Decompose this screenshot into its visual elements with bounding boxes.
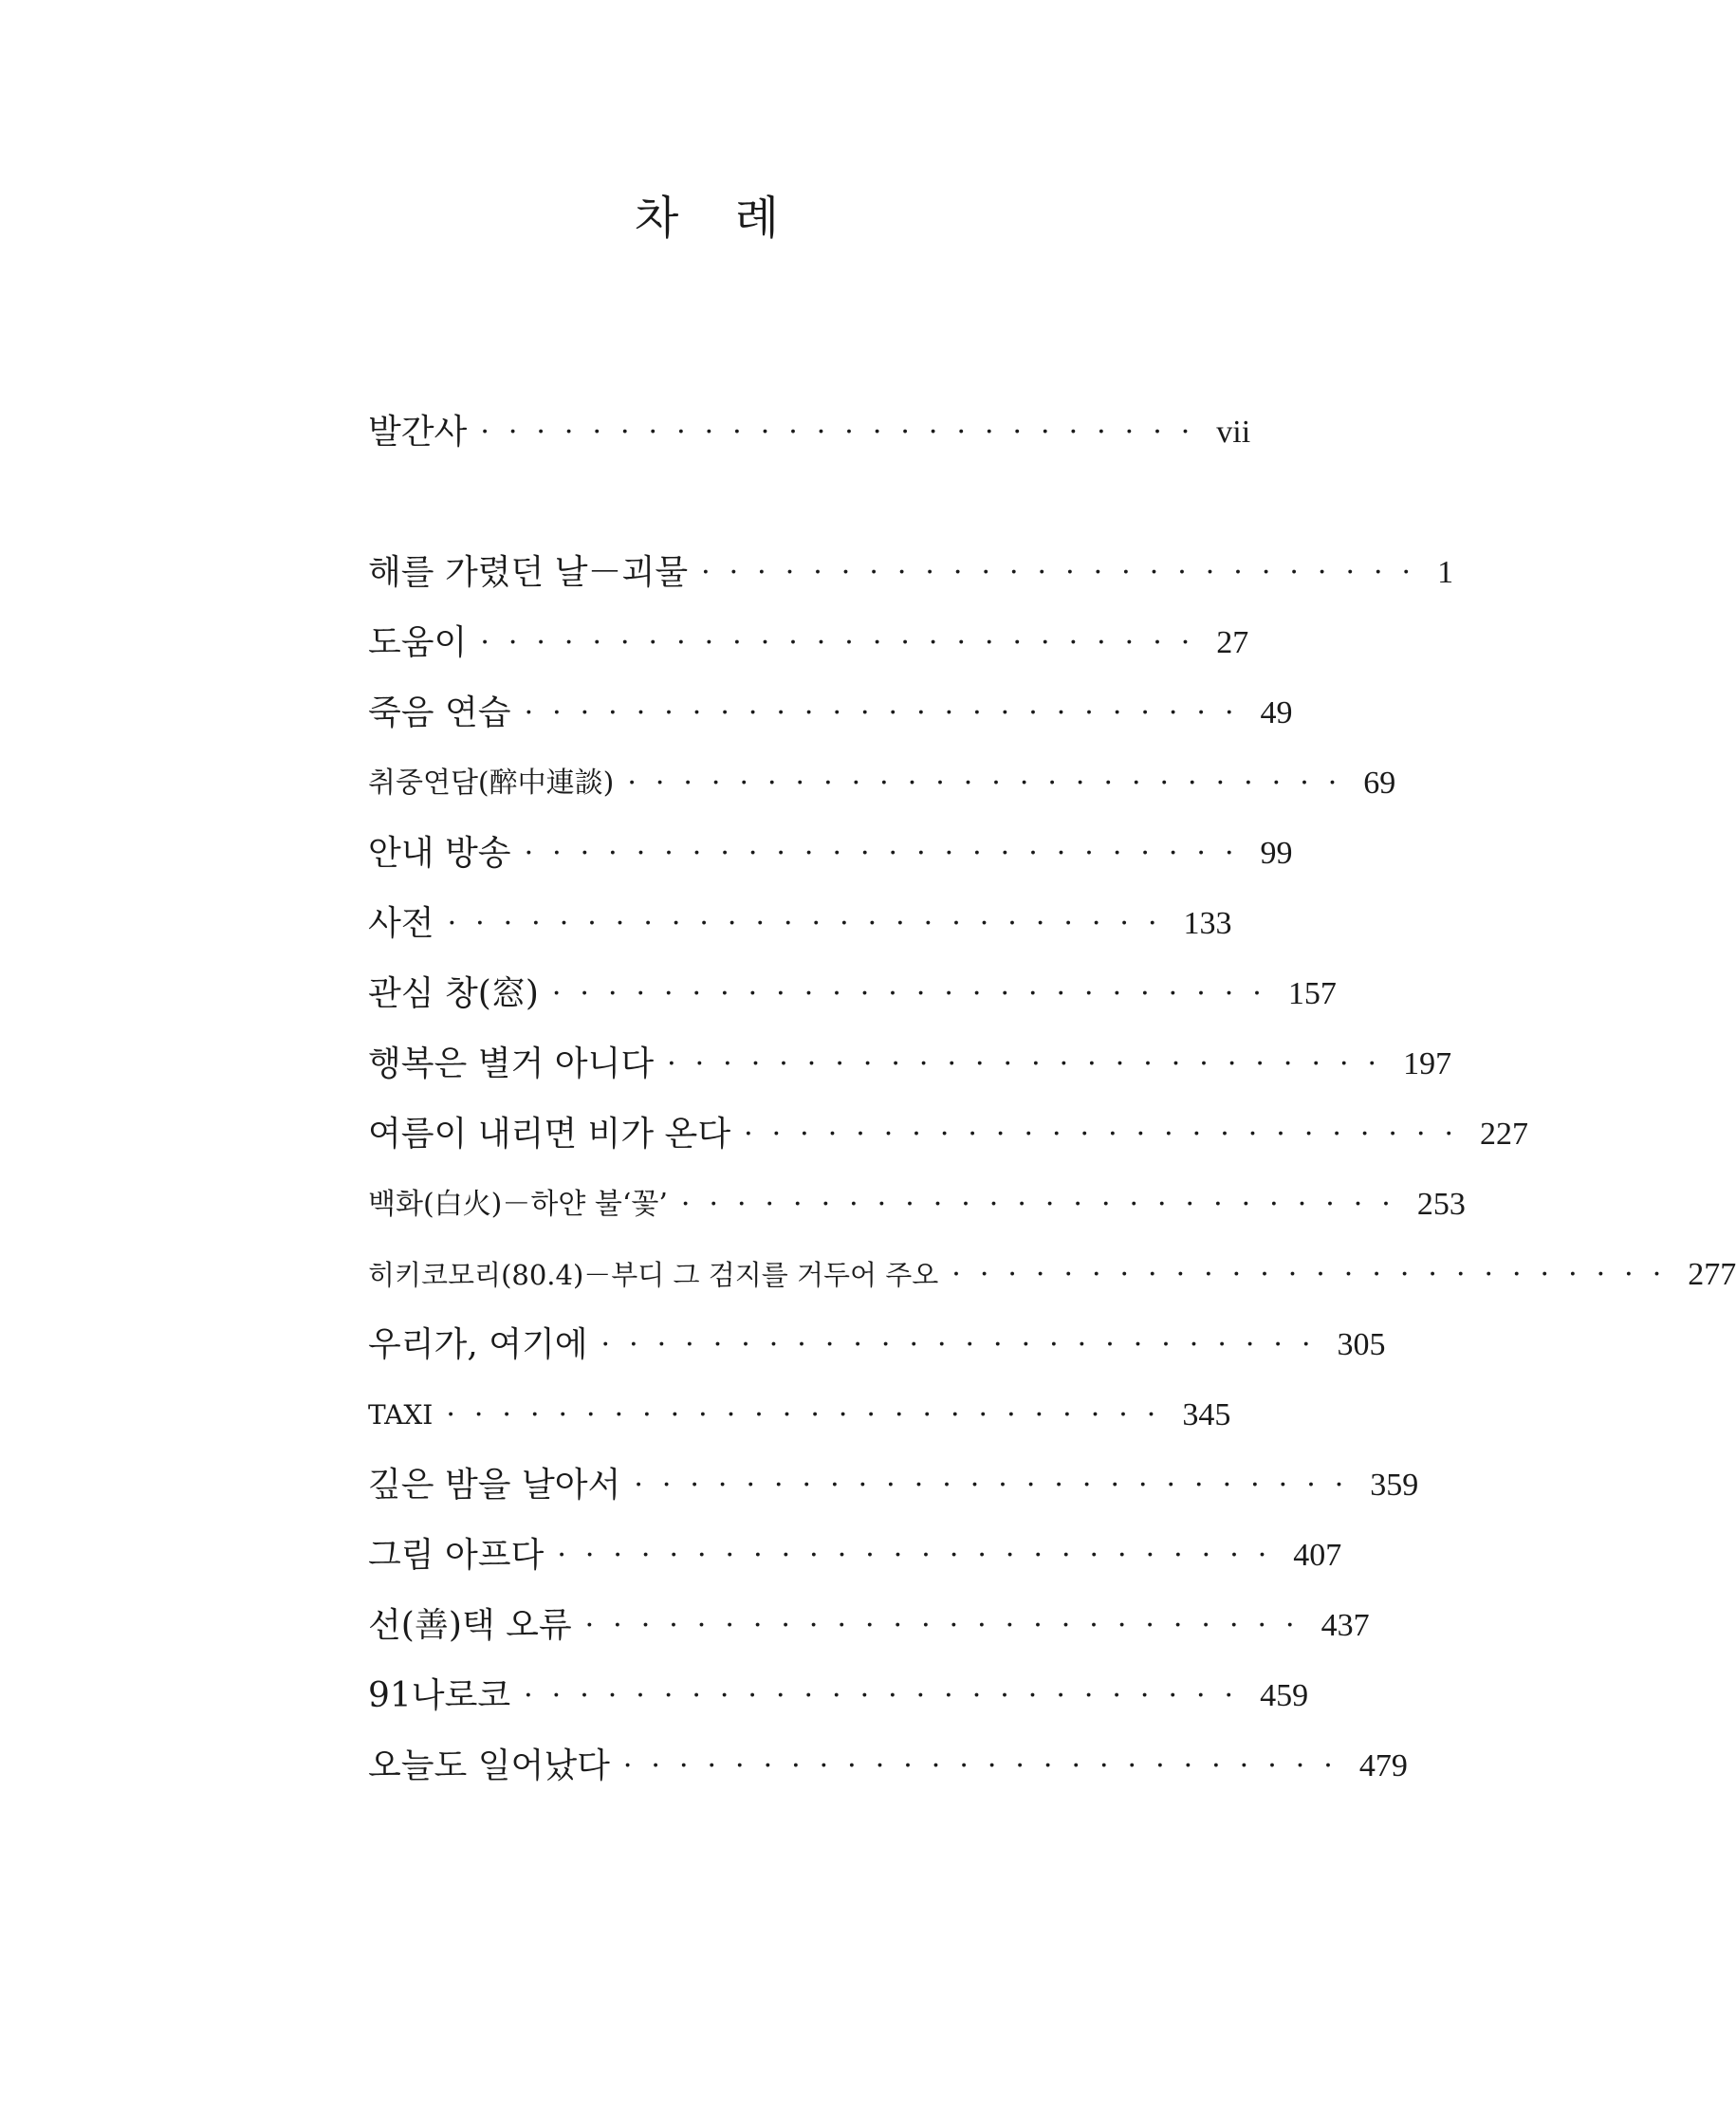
- toc-entry-title: 관심 창(窓): [368, 974, 539, 1013]
- toc-entry[interactable]: [368, 617, 1249, 670]
- toc-entry-page: 49: [1260, 695, 1293, 730]
- toc-entry-title: 안내 방송: [368, 834, 511, 873]
- toc-entry-page: 407: [1293, 1538, 1342, 1573]
- leader-dots: ··························: [524, 1679, 1253, 1712]
- toc-entry-page: 27: [1216, 625, 1249, 660]
- leader-dots: ··························: [622, 1749, 1352, 1783]
- toc-entry-title: 행복은 별거 아니다: [368, 1044, 655, 1083]
- toc-entry[interactable]: [368, 827, 1293, 880]
- leader-dots: ··························: [480, 416, 1210, 449]
- leader-dots: ··························: [584, 1609, 1314, 1642]
- toc-entry-page: 157: [1287, 976, 1337, 1011]
- leader-dots: ··························: [951, 1258, 1681, 1291]
- page-title: 차 례: [635, 192, 800, 245]
- toc-entry[interactable]: [368, 1740, 1408, 1793]
- toc-entry[interactable]: [368, 1599, 1370, 1653]
- toc-entry-page: 69: [1363, 766, 1396, 801]
- toc-entry-title: 오늘도 일어났다: [368, 1746, 610, 1785]
- toc-entry-title: 백화(白火)－하얀 불‘꽃’: [368, 1188, 668, 1221]
- toc-entry-title: 그림 아프다: [368, 1536, 545, 1575]
- toc-entry-title: 취중연담(醉中連談): [368, 767, 615, 800]
- toc-entry[interactable]: [368, 1389, 1231, 1442]
- leader-dots: ··························: [524, 696, 1253, 730]
- leader-dots: ··························: [447, 907, 1176, 940]
- leader-dots: ··························: [557, 1539, 1286, 1572]
- toc-entry-page: 345: [1182, 1397, 1231, 1432]
- toc-entry-page: 305: [1337, 1327, 1386, 1362]
- leader-dots: ··························: [446, 1398, 1175, 1432]
- toc-entry-page: 479: [1358, 1748, 1408, 1783]
- toc-entry[interactable]: [368, 687, 1293, 740]
- leader-dots: ··························: [600, 1328, 1330, 1361]
- toc-entry[interactable]: [368, 1178, 1466, 1231]
- toc-entry-page: 227: [1480, 1117, 1529, 1152]
- leader-dots: ··························: [551, 977, 1281, 1010]
- toc-entry[interactable]: [368, 1670, 1309, 1723]
- toc-entry[interactable]: [368, 757, 1396, 810]
- toc-entry-page: 197: [1403, 1046, 1452, 1081]
- leader-dots: ··························: [627, 767, 1357, 800]
- toc-entry-page: 359: [1370, 1468, 1419, 1503]
- leader-dots: ··························: [667, 1047, 1396, 1081]
- leader-dots: ··························: [634, 1469, 1363, 1502]
- toc-entry[interactable]: [368, 546, 1454, 600]
- leader-dots: ··························: [680, 1188, 1410, 1221]
- toc-entry[interactable]: [368, 1248, 1736, 1302]
- toc-entry[interactable]: [368, 406, 1251, 459]
- toc-entry-title: 여름이 내리면 비가 온다: [368, 1115, 731, 1154]
- leader-dots: ··························: [744, 1118, 1473, 1151]
- toc-entry-page: vii: [1216, 415, 1251, 450]
- toc-entry[interactable]: [368, 1108, 1529, 1161]
- toc-entry[interactable]: [368, 968, 1337, 1021]
- toc-entry-title: TAXI: [368, 1399, 434, 1431]
- toc-entry-title: 해를 가렸던 날－괴물: [368, 553, 689, 592]
- toc-entry-title: 깊은 밤을 날아서: [368, 1466, 621, 1505]
- toc-entry-page: 437: [1320, 1608, 1370, 1643]
- toc-entry[interactable]: [368, 1529, 1342, 1582]
- toc-entry-page: 277: [1688, 1257, 1736, 1292]
- toc-entry-title: 히키코모리(80.4)－부디 그 검지를 거두어 주오: [368, 1259, 939, 1291]
- toc-entry-page: 253: [1416, 1187, 1466, 1222]
- leader-dots: ··························: [701, 556, 1431, 589]
- toc-entry[interactable]: [368, 1319, 1386, 1372]
- toc-entry[interactable]: [368, 1038, 1452, 1091]
- toc-entry[interactable]: [368, 897, 1232, 951]
- toc-entry-title: 발간사: [368, 413, 468, 452]
- toc-entry-page: 99: [1260, 836, 1293, 871]
- leader-dots: ··························: [480, 626, 1210, 659]
- toc-entry-title: 도움이: [368, 623, 468, 662]
- toc-entry-title: 선(善)택 오류: [368, 1606, 572, 1645]
- toc-entry-title: 우리가, 여기에: [368, 1325, 588, 1364]
- leader-dots: ··························: [524, 837, 1253, 870]
- toc-entry-page: 133: [1183, 906, 1232, 941]
- toc-entry-page: 1: [1437, 555, 1454, 590]
- toc-entry-title: 91나로코: [368, 1676, 511, 1715]
- toc-entry-page: 459: [1260, 1678, 1309, 1713]
- toc-entry-title: 사전: [368, 904, 434, 943]
- toc-entry-title: 죽음 연습: [368, 693, 511, 732]
- toc-entry[interactable]: [368, 1459, 1419, 1512]
